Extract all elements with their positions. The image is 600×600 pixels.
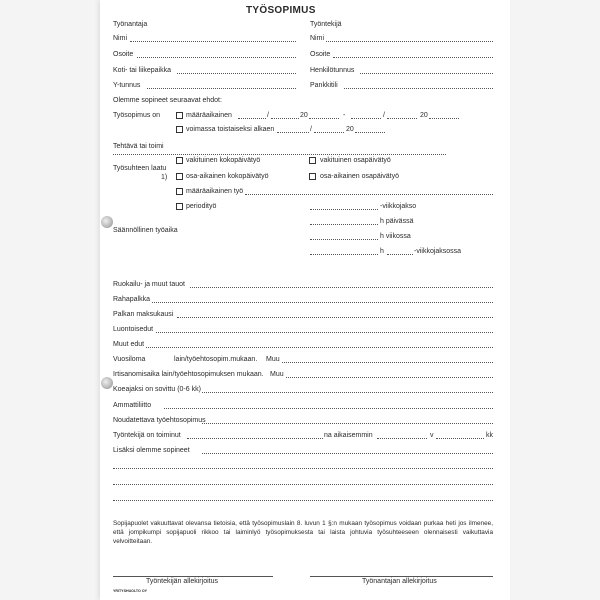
permanent-checkbox[interactable] — [176, 126, 183, 133]
permanent-parttime-label: vakituinen osapäivätyö — [320, 157, 391, 164]
trial-period-field[interactable] — [202, 392, 493, 393]
permanent-start-day[interactable] — [277, 132, 309, 133]
fringe-benefits-label: Luontoisedut — [113, 326, 154, 333]
pay-period-label: Palkan maksukausi — [113, 311, 174, 318]
collective-agreement-field[interactable] — [202, 423, 493, 424]
period-weeks-suffix: -viikkojaksossa — [414, 248, 462, 255]
period-length-field[interactable] — [387, 254, 413, 255]
fixed-term-work-label: määräaikainen työ — [186, 188, 244, 195]
permanent-start-month[interactable] — [314, 132, 344, 133]
punch-hole-top — [101, 216, 113, 228]
employer-address-field[interactable] — [137, 57, 296, 58]
years-unit: v — [430, 432, 434, 439]
date-range-dash: - — [343, 112, 346, 119]
trade-union-label: Ammattiliitto — [113, 402, 152, 409]
employer-name-label: Nimi — [113, 35, 127, 42]
employee-name-field[interactable] — [326, 41, 493, 42]
personal-id-field[interactable] — [360, 73, 493, 74]
parttime-fullday-label: osa-aikainen kokopäivätyö — [186, 173, 269, 180]
hours-per-week-field[interactable] — [310, 239, 378, 240]
months-unit: kk — [486, 432, 493, 439]
period-weeks-label: -viikkojakso — [380, 203, 417, 210]
notice-period-label: Irtisanomisaika lain/työehtosopimuksen mukaan. — [113, 371, 264, 378]
personal-id-label: Henkilötunnus — [310, 67, 355, 74]
employee-address-field[interactable] — [333, 57, 493, 58]
prior-work-years-field[interactable] — [377, 438, 427, 439]
periodic-work-label: periodityö — [186, 203, 217, 210]
employee-address-label: Osoite — [310, 51, 331, 58]
parttime-partday-checkbox[interactable] — [309, 173, 316, 180]
employer-heading: Työnantaja — [113, 21, 148, 28]
periodic-work-checkbox[interactable] — [176, 203, 183, 210]
prior-work-text: na aikaisemmin — [324, 432, 373, 439]
trade-union-field[interactable] — [164, 408, 493, 409]
additional-terms-field-4[interactable] — [113, 500, 493, 501]
year-prefix-3: 20 — [346, 126, 354, 133]
trial-period-label: Koeajaksi on sovittu (0-6 kk) — [113, 386, 201, 393]
business-location-label: Koti- tai liikepaikka — [113, 67, 171, 74]
prior-work-role-field[interactable] — [187, 438, 323, 439]
salary-label: Rahapalkka — [113, 296, 150, 303]
slash-3: / — [310, 126, 312, 133]
task-field[interactable] — [113, 154, 446, 155]
hours-per-day-label: h päivässä — [380, 218, 414, 225]
fixed-end-year[interactable] — [429, 118, 459, 119]
contract-form-sheet — [100, 0, 510, 600]
business-id-field[interactable] — [147, 88, 296, 89]
additional-terms-field-1[interactable] — [202, 453, 493, 454]
form-footer — [113, 589, 147, 593]
fixed-end-day[interactable] — [351, 118, 381, 119]
employment-footnote: 1) — [161, 174, 168, 181]
agreed-terms-heading: Olemme sopineet seuraavat ehdot: — [113, 97, 222, 104]
fixed-start-day[interactable] — [238, 118, 266, 119]
fixed-start-year[interactable] — [309, 118, 339, 119]
notice-other-label: Muu — [270, 371, 284, 378]
punch-hole-bottom — [101, 377, 113, 389]
fixed-end-month[interactable] — [387, 118, 417, 119]
fringe-benefits-field[interactable] — [156, 332, 493, 333]
notice-other-field[interactable] — [286, 377, 493, 378]
pay-period-field[interactable] — [177, 317, 493, 318]
prior-work-months-field[interactable] — [436, 438, 484, 439]
permanent-fulltime-label: vakituinen kokopäivätyö — [186, 157, 261, 164]
fixed-term-checkbox[interactable] — [176, 112, 183, 119]
vacation-other-field[interactable] — [282, 362, 493, 363]
slash-2: / — [383, 112, 385, 119]
fixed-term-work-field[interactable] — [245, 194, 493, 195]
collective-agreement-label: Noudatettava työehtosopimus — [113, 417, 206, 424]
fixed-term-label: määräaikainen — [186, 112, 232, 119]
employment-type-label: Työsuhteen laatu — [113, 165, 167, 172]
additional-terms-label: Lisäksi olemme sopineet — [113, 447, 190, 454]
hours-per-week-label: h viikossa — [380, 233, 411, 240]
vacation-text: lain/työehtosopim.mukaan. — [174, 356, 258, 363]
regular-worktime-label: Säännöllinen työaika — [113, 227, 178, 234]
hours-unit-label: h — [380, 248, 384, 255]
parttime-partday-label: osa-aikainen osapäivätyö — [320, 173, 399, 180]
permanent-start-year[interactable] — [355, 132, 385, 133]
employer-name-field[interactable] — [130, 41, 296, 42]
fixed-start-month[interactable] — [271, 118, 299, 119]
prior-work-label: Työntekijä on toiminut — [113, 432, 181, 439]
year-prefix-2: 20 — [420, 112, 428, 119]
footer-brand: YRITYSHUOLTO OY — [113, 589, 148, 593]
employer-signature-label: Työnantajan allekirjoitus — [362, 578, 437, 585]
breaks-field[interactable] — [190, 287, 493, 288]
salary-field[interactable] — [152, 302, 493, 303]
contract-type-label: Työsopimus on — [113, 112, 161, 119]
period-weeks-field[interactable] — [310, 209, 378, 210]
legal-notice-paragraph: Sopijapuolet vakuuttavat olevansa tietoisia, että työsopimuslain 8. luvun 1 §:n mukaan työsopimus voidaan purkaa heti jos ilmenee, että jompikumpi sopijapuoli rikkoo tai laiminlyö työsopimuksesta tai laista johtuvia työsuhteeseen olennaisesti vaikuttavia velvoitteitaan. — [113, 520, 493, 545]
business-id-label: Y-tunnus — [113, 82, 141, 89]
employee-heading: Työntekijä — [310, 21, 342, 28]
permanent-fulltime-checkbox[interactable] — [176, 157, 183, 164]
permanent-label: voimassa toistaiseksi alkaen — [186, 126, 275, 133]
vacation-other-label: Muu — [266, 356, 280, 363]
employer-signature-line[interactable] — [310, 576, 493, 577]
permanent-parttime-checkbox[interactable] — [309, 157, 316, 164]
slash-1: / — [267, 112, 269, 119]
breaks-label: Ruokailu- ja muut tauot — [113, 281, 185, 288]
bank-account-field[interactable] — [344, 88, 493, 89]
employee-signature-label: Työntekijän allekirjoitus — [146, 578, 218, 585]
parttime-fullday-checkbox[interactable] — [176, 173, 183, 180]
employee-name-label: Nimi — [310, 35, 324, 42]
vacation-label: Vuosiloma — [113, 356, 146, 363]
year-prefix-1: 20 — [300, 112, 308, 119]
fixed-term-work-checkbox[interactable] — [176, 188, 183, 195]
additional-terms-field-3[interactable] — [113, 484, 493, 485]
hours-per-period-field[interactable] — [310, 254, 378, 255]
employer-address-label: Osoite — [113, 51, 134, 58]
employee-signature-line[interactable] — [113, 576, 273, 577]
task-label: Tehtävä tai toimi — [113, 143, 164, 150]
additional-terms-field-2[interactable] — [113, 468, 493, 469]
business-location-field[interactable] — [177, 73, 296, 74]
bank-account-label: Pankkitili — [310, 82, 338, 89]
hours-per-day-field[interactable] — [310, 224, 378, 225]
other-benefits-field[interactable] — [146, 347, 493, 348]
form-title: TYÖSOPIMUS — [246, 5, 316, 16]
other-benefits-label: Muut edut — [113, 341, 145, 348]
